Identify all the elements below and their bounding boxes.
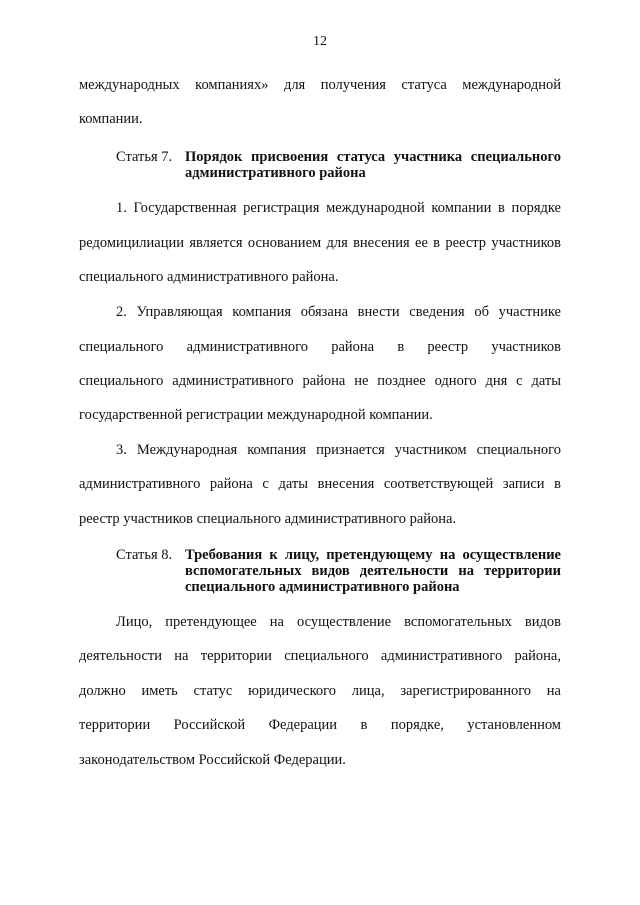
page-number: 12 bbox=[313, 34, 327, 49]
article-8-label: Статья 8. bbox=[116, 547, 173, 563]
article-7-title-line-1: Порядок присвоения статуса участника специального bbox=[185, 149, 561, 165]
article-7-p3-line-3: реестр участников специального административного района. bbox=[79, 511, 457, 527]
article-8-p1-line-1: Лицо, претендующее на осуществление вспомогательных видов bbox=[116, 614, 561, 630]
article-7-p2-line-3: специального административного района не позднее одного дня с даты bbox=[79, 373, 561, 389]
article-7-p1-line-3: специального административного района. bbox=[79, 269, 339, 285]
article-8-p1-line-2: деятельности на территории специального административного района, bbox=[79, 648, 561, 664]
article-7-p2-line-4: государственной регистрации международной компании. bbox=[79, 407, 433, 423]
article-7-p2-line-1: 2. Управляющая компания обязана внести сведения об участнике bbox=[116, 304, 561, 320]
article-7-p3-line-1: 3. Международная компания признается участником специального bbox=[116, 442, 561, 458]
article-7-title-line-2: административного района bbox=[185, 165, 366, 181]
article-7-label: Статья 7. bbox=[116, 149, 173, 165]
intro-line-2: компании. bbox=[79, 111, 143, 127]
article-7-p1-line-2: редомицилиации является основанием для внесения ее в реестр участников bbox=[79, 235, 561, 251]
article-7-p1-line-1: 1. Государственная регистрация международной компании в порядке bbox=[116, 200, 561, 216]
article-8-p1-line-3: должно иметь статус юридического лица, зарегистрированного на bbox=[79, 683, 561, 699]
article-7-p2-line-2: специального административного района в реестр участников bbox=[79, 339, 561, 355]
article-8-p1-line-4: территории Российской Федерации в порядке, установленном bbox=[79, 717, 561, 733]
article-7-p3-line-2: административного района с даты внесения соответствующей записи в bbox=[79, 476, 561, 492]
intro-line-1: международных компаниях» для получения статуса международной bbox=[79, 77, 561, 93]
article-8-title-line-3: специального административного района bbox=[185, 579, 460, 595]
article-8-title-line-2: вспомогательных видов деятельности на территории bbox=[185, 563, 561, 579]
article-8-p1-line-5: законодательством Российской Федерации. bbox=[79, 752, 346, 768]
article-8-title-line-1: Требования к лицу, претендующему на осуществление bbox=[185, 547, 561, 563]
